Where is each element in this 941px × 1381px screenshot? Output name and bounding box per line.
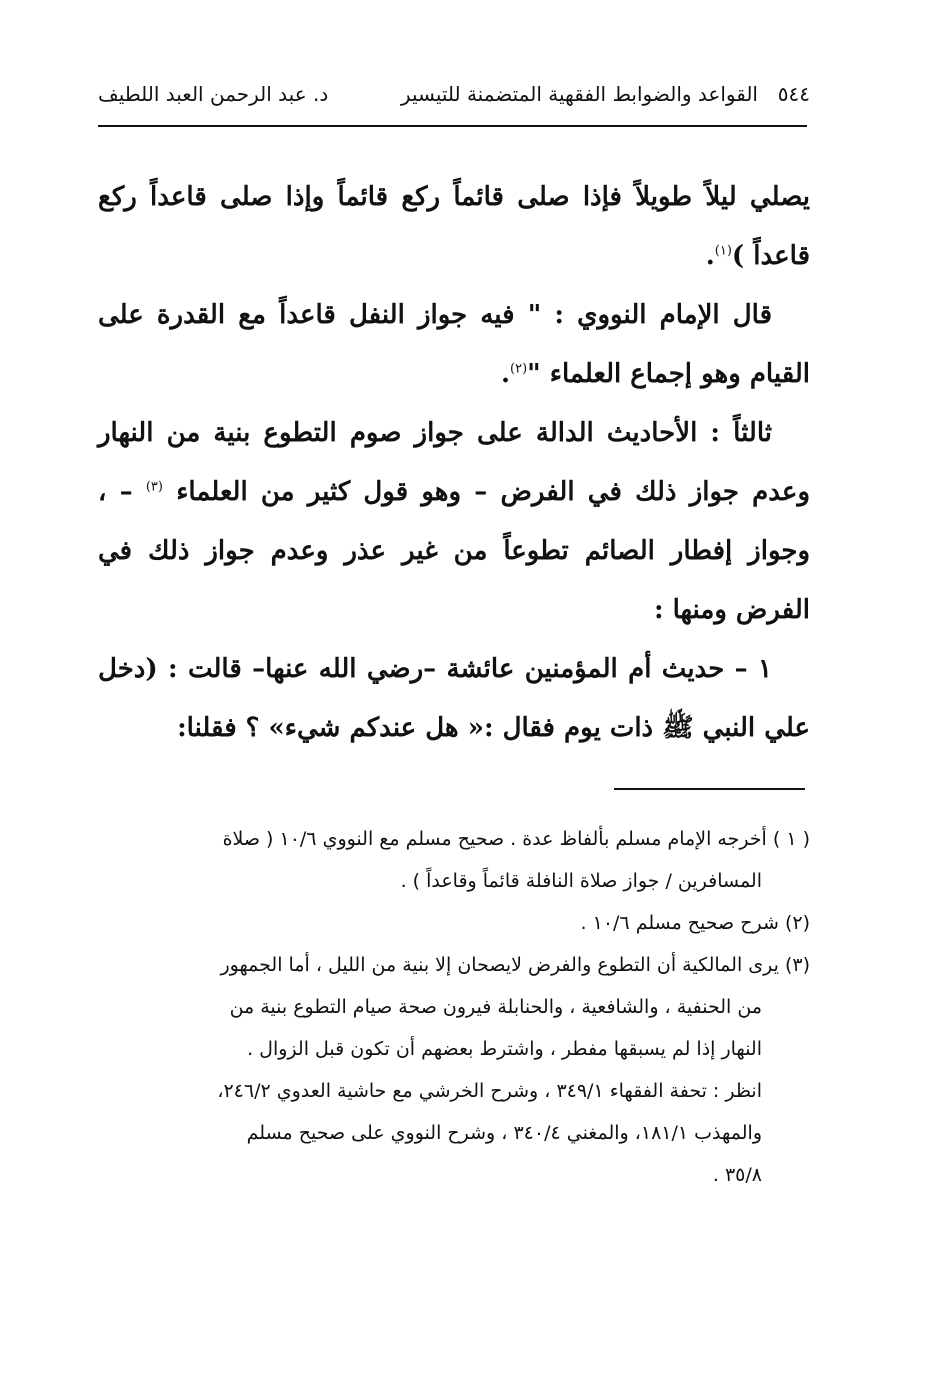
footnote-2: (٢) شرح صحيح مسلم ١٠/٦ . [580,912,810,934]
paragraph-1: يصلي ليلاً طويلاً فإذا صلى قائماً ركع قائماً وإذا صلى قاعداً ركع قاعداً )$^{(١)}$. [98,182,810,271]
footnote-3-line-4: انظر : تحفة الفقهاء ٣٤٩/١ ، وشرح الخرشي مع حاشية العدوي ٢٤٦/٢، [217,1080,762,1102]
header-divider [98,125,807,127]
paragraph-4: ١ – حديث أم المؤمنين عائشة –رضي الله عنها– قالت : (دخل علي النبي ﷺ ذات يوم فقال :« هل عندكم شيء» ؟ فقلنا: [98,654,810,743]
footnote-3-line-6: ٣٥/٨ . [712,1164,762,1186]
footnote-1-line-1: ( ١ ) أخرجه الإمام مسلم بألفاظ عدة . صحيح مسلم مع النووي ١٠/٦ ( صلاة [222,828,810,850]
footnotes [98,818,810,1196]
footnote-3-line-3: النهار إذا لم يسبقها مفطر ، واشترط بعضهم أن تكون قبل الزوال . [247,1038,762,1060]
footnote-1-line-2: المسافرين / جواز صلاة النافلة قائماً وقاعداً ) . [400,870,762,892]
footnote-3-line-5: والمهذب ١٨١/١، والمغني ٣٤٠/٤ ، وشرح النووي على صحيح مسلم [246,1122,762,1144]
footnote-ref-1: (١) [714,243,732,259]
footnote-ref-3: (٣) [145,479,163,495]
book-title: القواعد والضوابط الفقهية المتضمنة للتيسير [400,82,758,106]
page-number: ٥٤٤ [777,82,810,106]
author-name: د. عبد الرحمن العبد اللطيف [98,82,329,106]
footnote-divider [614,788,805,790]
main-text [98,168,810,758]
footnote-3-line-1: (٣) يرى المالكية أن التطوع والفرض لايصحان إلا بنية من الليل ، أما الجمهور [220,954,810,976]
paragraph-3: ثالثاً : الأحاديث الدالة على جواز صوم التطوع بنية من النهار وعدم جواز ذلك في الفرض – وهو قول كثير من العلماء $^{(٣)}$ – ، وجواز إفطار الصائم تطوعاً من غير عذر وعدم جواز ذلك في الفرض ومنها : [98,418,810,625]
page-header [98,78,810,118]
paragraph-2: قال الإمام النووي : " فيه جواز النفل قاعداً مع القدرة على القيام وهو إجماع العلماء "$^{(٢)}$. [98,300,810,389]
footnote-ref-2: (٢) [510,361,528,377]
footnote-3-line-2: من الحنفية ، والشافعية ، والحنابلة فيرون صحة صيام التطوع بنية من [229,996,762,1018]
